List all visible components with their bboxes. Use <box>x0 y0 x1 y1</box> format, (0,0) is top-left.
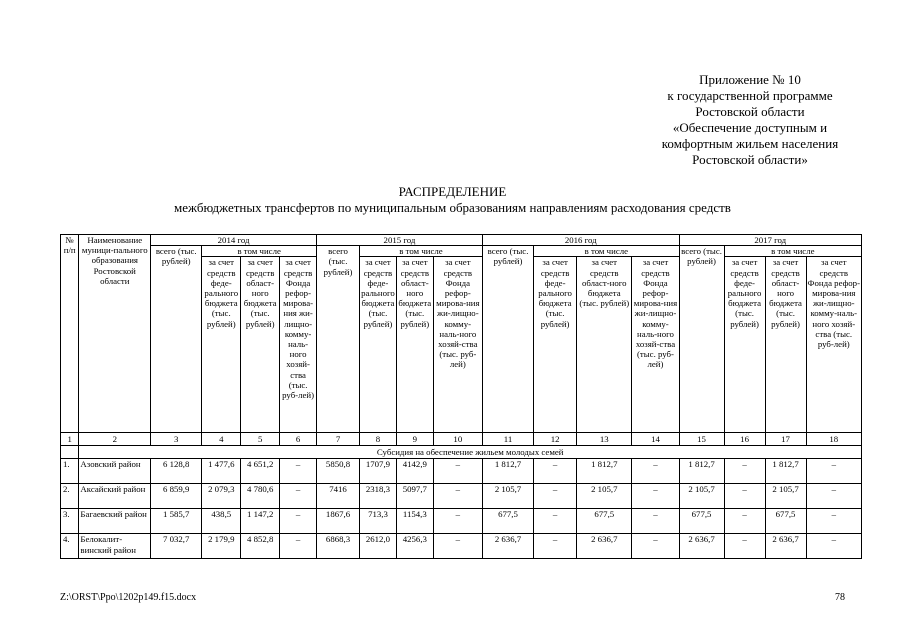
header-regional: за счет средств област-ного бюджета (тыс. рублей) <box>396 257 433 433</box>
column-number: 12 <box>534 433 577 446</box>
value-cell: 2 636,7 <box>482 534 533 559</box>
header-federal: за счет средств феде-рального бюджета (тыс. рублей) <box>360 257 397 433</box>
value-cell: – <box>724 459 765 484</box>
value-cell: 7 032,7 <box>151 534 202 559</box>
column-number: 3 <box>151 433 202 446</box>
distribution-table <box>60 234 862 559</box>
municipality-name: Багаевский район <box>79 509 151 534</box>
value-cell: – <box>724 484 765 509</box>
value-cell: – <box>280 509 317 534</box>
column-number: 5 <box>241 433 280 446</box>
column-number: 8 <box>360 433 397 446</box>
column-number: 16 <box>724 433 765 446</box>
table-row <box>61 509 862 534</box>
value-cell: 2 636,7 <box>765 534 806 559</box>
value-cell: 4256,3 <box>396 534 433 559</box>
value-cell: – <box>632 534 679 559</box>
header-federal: за счет средств феде-рального бюджета (тыс. рублей) <box>724 257 765 433</box>
value-cell: 677,5 <box>679 509 724 534</box>
header-including: в том числе <box>534 246 679 257</box>
value-cell: 7416 <box>317 484 360 509</box>
section-num-cell <box>61 446 79 459</box>
value-cell: – <box>433 534 482 559</box>
value-cell: – <box>534 509 577 534</box>
row-number: 3. <box>61 509 79 534</box>
column-number: 11 <box>482 433 533 446</box>
value-cell: 5097,7 <box>396 484 433 509</box>
value-cell: – <box>280 459 317 484</box>
column-number: 13 <box>577 433 632 446</box>
header-year-2017: 2017 год <box>679 235 861 246</box>
row-number: 1. <box>61 459 79 484</box>
value-cell: 2 079,3 <box>202 484 241 509</box>
appendix-line: к государственной программе <box>667 88 833 103</box>
column-number: 10 <box>433 433 482 446</box>
value-cell: – <box>632 484 679 509</box>
header-year-2014: 2014 год <box>151 235 317 246</box>
value-cell: 677,5 <box>482 509 533 534</box>
value-cell: 1 812,7 <box>765 459 806 484</box>
value-cell: – <box>806 484 861 509</box>
value-cell: – <box>534 459 577 484</box>
column-number: 6 <box>280 433 317 446</box>
value-cell: 1 585,7 <box>151 509 202 534</box>
header-regional: за счет средств област-ного бюджета (тыс. рублей) <box>241 257 280 433</box>
header-total: всего (тыс. рублей) <box>151 246 202 433</box>
header-municipality: Наименование муници-пального образования Ростовской области <box>79 235 151 433</box>
header-including: в том числе <box>202 246 317 257</box>
header-regional: за счет средств област-ного бюджета (тыс. рублей) <box>765 257 806 433</box>
appendix-line: комфортным жильем населения <box>661 136 839 151</box>
value-cell: – <box>632 459 679 484</box>
header-year-2016: 2016 год <box>482 235 679 246</box>
column-number: 2 <box>79 433 151 446</box>
value-cell: 1 812,7 <box>482 459 533 484</box>
column-number: 18 <box>806 433 861 446</box>
header-total: всего (тыс. рублей) <box>482 246 533 433</box>
municipality-name: Аксайский район <box>79 484 151 509</box>
municipality-name: Белокалит-винский район <box>79 534 151 559</box>
header-federal: за счет средств феде-рального бюджета (тыс. рублей) <box>534 257 577 433</box>
table-row <box>61 534 862 559</box>
document-subtitle: межбюджетных трансфертов по муниципальным образованиям направлениям расходования средств <box>174 200 731 215</box>
column-number: 4 <box>202 433 241 446</box>
municipality-name: Азовский район <box>79 459 151 484</box>
header-including: в том числе <box>724 246 861 257</box>
appendix-line: Ростовской области <box>695 104 805 119</box>
page-number: 78 <box>835 592 845 603</box>
column-number: 9 <box>396 433 433 446</box>
value-cell: 6868,3 <box>317 534 360 559</box>
value-cell: 4 852,8 <box>241 534 280 559</box>
value-cell: 1 812,7 <box>679 459 724 484</box>
column-number: 7 <box>317 433 360 446</box>
value-cell: 438,5 <box>202 509 241 534</box>
section-title: Субсидия на обеспечение жильем молодых семей <box>79 446 862 459</box>
appendix-line: Приложение № 10 <box>699 72 801 87</box>
value-cell: 2 105,7 <box>482 484 533 509</box>
value-cell: 2 105,7 <box>577 484 632 509</box>
value-cell: 6 128,8 <box>151 459 202 484</box>
value-cell: – <box>632 509 679 534</box>
value-cell: 2 636,7 <box>577 534 632 559</box>
value-cell: 713,3 <box>360 509 397 534</box>
value-cell: 2 179,9 <box>202 534 241 559</box>
row-number: 4. <box>61 534 79 559</box>
header-num: № п/п <box>61 235 79 433</box>
column-number: 15 <box>679 433 724 446</box>
value-cell: 2 105,7 <box>765 484 806 509</box>
header-fund: за счет средств Фонда рефор-мирова-ния жи-лищно-комму-наль-ного хозяй-ства (тыс. руб-лей) <box>280 257 317 433</box>
appendix-line: Ростовской области» <box>692 152 808 167</box>
header-regional: за счет средств област-ного бюджета (тыс. рублей) <box>577 257 632 433</box>
value-cell: 5850,8 <box>317 459 360 484</box>
value-cell: 4142,9 <box>396 459 433 484</box>
value-cell: – <box>724 534 765 559</box>
row-number: 2. <box>61 484 79 509</box>
header-total: всего (тыс. рублей) <box>317 246 360 433</box>
value-cell: – <box>534 534 577 559</box>
value-cell: – <box>806 459 861 484</box>
column-number-row <box>61 433 862 446</box>
value-cell: – <box>280 484 317 509</box>
value-cell: 2318,3 <box>360 484 397 509</box>
value-cell: – <box>280 534 317 559</box>
value-cell: – <box>724 509 765 534</box>
header-federal: за счет средств феде-рального бюджета (тыс. рублей) <box>202 257 241 433</box>
header-fund: за счет средств Фонда рефор-мирова-ния жи-лищно-комму-наль-ного хозяй-ства (тыс. руб-лей) <box>632 257 679 433</box>
value-cell: 677,5 <box>577 509 632 534</box>
value-cell: 1867,6 <box>317 509 360 534</box>
table-row <box>61 459 862 484</box>
value-cell: – <box>433 484 482 509</box>
value-cell: 2612,0 <box>360 534 397 559</box>
column-number: 1 <box>61 433 79 446</box>
header-fund: за счет средств Фонда рефор-мирова-ния жи-лищно-комму-наль-ного хозяй-ства (тыс. руб-лей) <box>806 257 861 433</box>
appendix-line: «Обеспечение доступным и <box>672 120 828 135</box>
header-total: всего (тыс. рублей) <box>679 246 724 433</box>
value-cell: 1 477,6 <box>202 459 241 484</box>
value-cell: 4 651,2 <box>241 459 280 484</box>
value-cell: 2 105,7 <box>679 484 724 509</box>
value-cell: 1707,9 <box>360 459 397 484</box>
value-cell: 1 147,2 <box>241 509 280 534</box>
value-cell: – <box>806 534 861 559</box>
column-number: 17 <box>765 433 806 446</box>
value-cell: – <box>806 509 861 534</box>
value-cell: – <box>433 459 482 484</box>
value-cell: 4 780,6 <box>241 484 280 509</box>
value-cell: 1154,3 <box>396 509 433 534</box>
table-row <box>61 484 862 509</box>
appendix-note <box>600 72 900 168</box>
document-title: РАСПРЕДЕЛЕНИЕ <box>398 184 507 199</box>
header-fund: за счет средств Фонда рефор-мирова-ния жи-лищно-комму-наль-ного хозяй-ства (тыс. руб-лей) <box>433 257 482 433</box>
value-cell: 1 812,7 <box>577 459 632 484</box>
header-year-2015: 2015 год <box>317 235 483 246</box>
header-including: в том числе <box>360 246 483 257</box>
file-path: Z:\ORST\Ppo\1202p149.f15.docx <box>60 592 197 603</box>
column-number: 14 <box>632 433 679 446</box>
value-cell: 6 859,9 <box>151 484 202 509</box>
value-cell: 677,5 <box>765 509 806 534</box>
value-cell: – <box>534 484 577 509</box>
value-cell: 2 636,7 <box>679 534 724 559</box>
value-cell: – <box>433 509 482 534</box>
